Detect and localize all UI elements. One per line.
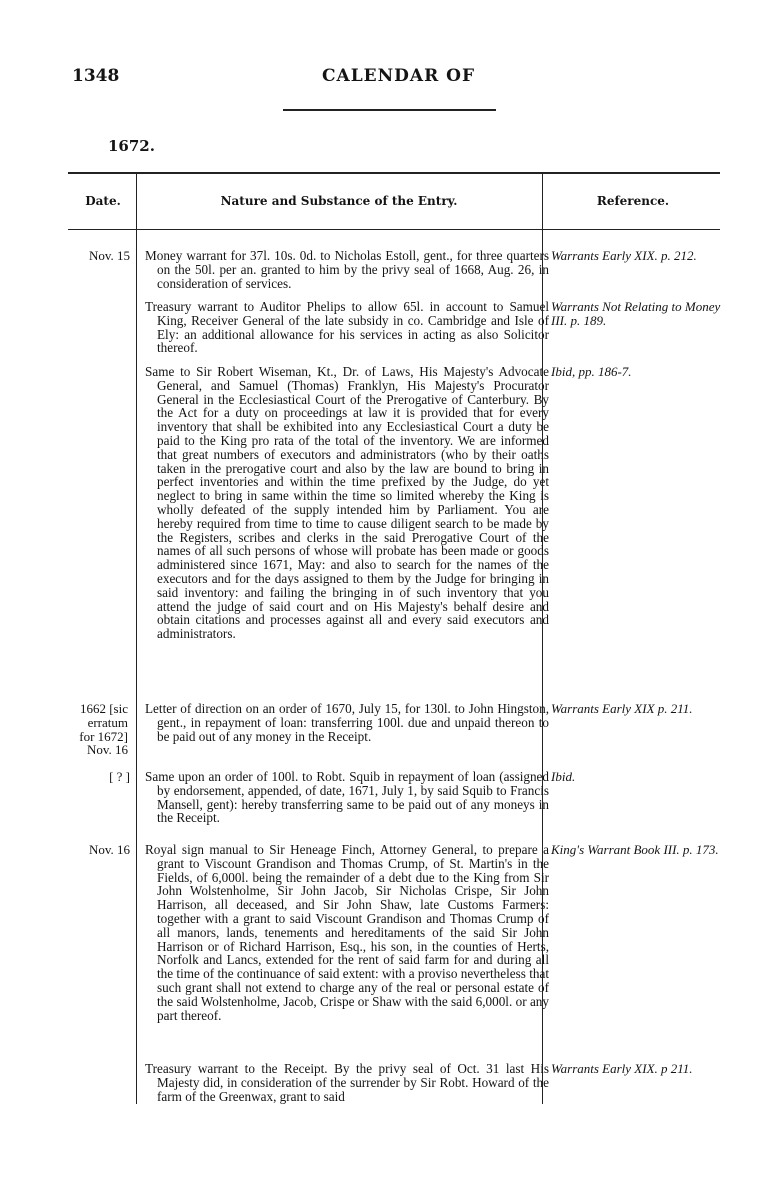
entry-4-date: 1662 [sic erratum for 1672] Nov. 16 — [79, 701, 128, 758]
entry-6-date: Nov. 16 — [88, 842, 130, 857]
entry-3-reference — [551, 365, 723, 379]
year-heading: 1672. — [108, 137, 155, 155]
entry-6-text: Royal sign manual to Sir Heneage Finch, Attorney General, to prepare a grant to Viscount Grandison and Thomas Crump, of St. Martin's in the Fields, of 6,000l. being the remainder of a debt due to the King from Sir John Wolstenholme, Sir John Jacob, Sir Nicholas Crispe, Sir John Harrison, all deceased, and Sir John Shaw, late Customs Farmers: together with a grant to said Viscount Grandison and Thomas Crump of all manors, lands, tenements and hereditaments of the said Sir John Harrison or of Richard Harrison, Esq., his son, in the counties of Herts, Norfolk and Lancs, extended for the rent of said farm for and during all the time of the continuance of said extent: with a proviso nevertheless that such grant shall not extend to charge any of the real or personal estate of the said Wolstenholme, Jacob, Crispe or Shaw with the said 6,000l. or any part thereof. — [145, 842, 549, 1023]
entry-4-reference-text: Warrants Early XIX p. 211. — [551, 701, 693, 716]
entry-5-date: [ ? ] — [109, 769, 130, 784]
entry-1-reference-text: Warrants Early XIX. p. 212. — [551, 248, 697, 263]
entry-5-text: Same upon an order of 100l. to Robt. Squib in repayment of loan (assigned by endorsement, appended, of date, 1671, July 1, by said Squib to Francis Mansell, gent): hereby transferring same to be paid out of any moneys in the Receipt. — [145, 769, 549, 826]
entry-4-text: Letter of direction on an order of 1670, July 15, for 130l. to John Hingston, gent., in repayment of loan: transferring 100l. due and unpaid thereon to be paid out of any money in the Receipt. — [145, 701, 549, 744]
header-rule — [283, 109, 496, 111]
entry-6-reference-text: King's Warrant Book III. p. 173. — [551, 842, 719, 857]
entry-3-text: Same to Sir Robert Wiseman, Kt., Dr. of Laws, His Majesty's Advocate General, and Samuel (Thomas) Franklyn, His Majesty's Procurator General in the Ecclesiastical Court of the Prerogative of Canterbury. By the Act for a duty on proceedings at law it is provided that for every inventory that shall be exhibited into any Ecclesiastical Court a duty be paid to the King pro rata of the total of the inventory. We are informed that great numbers of executors and administrators (who by their oaths taken in the prerogative court and also by the law are bound to bring in perfect inventories and within the time prefixed by the Judge, do yet neglect to bring in same within the time so limited whereby the King is wholly defeated of the supply intended him by Parliament. You are hereby required from time to time to cause diligent search to be made by the Registers, scribes and clerks in the said Prerogative Court of the names of all such persons of whose will probate has been made or goods administered since 1671, May: and also to search for the names of the executors and for the days assigned to them by the Judge for bringing in said inventory: and failing the bringing in of such inventory that you attend the judge of said court and on His Majesty's behalf desire and obtain citations and processes against all and every said executors and administrators. — [145, 364, 549, 642]
column-divider-left — [136, 174, 137, 1104]
table-header-rule — [68, 229, 720, 230]
entry-4-reference — [551, 702, 723, 716]
column-header-nature: Nature and Substance of the Entry. — [220, 194, 458, 208]
entry-5-reference-text: Ibid. — [551, 769, 576, 784]
entry-2-text: Treasury warrant to Auditor Phelips to allow 65l. in account to Samuel King, Receiver General of the late subsidy in co. Cambridge and Isle of Ely: an additional allowance for his services in acting as also Solicitor thereof. — [145, 299, 549, 356]
entry-7-reference — [551, 1062, 723, 1076]
entry-5-reference — [551, 770, 723, 784]
entry-1-date: Nov. 15 — [88, 248, 130, 263]
entry-1-reference — [551, 249, 723, 263]
entry-3-reference-text: Ibid, pp. 186-7. — [551, 364, 632, 379]
entry-7-text: Treasury warrant to the Receipt. By the privy seal of Oct. 31 last His Majesty did, in consideration of the surrender by Sir Robt. Howard of the farm of the Greenwax, grant to said — [145, 1061, 549, 1104]
running-title: CALENDAR OF — [322, 66, 476, 86]
column-header-reference: Reference. — [596, 194, 670, 208]
entry-6-reference — [551, 843, 723, 857]
entry-1-text: Money warrant for 37l. 10s. 0d. to Nicholas Estoll, gent., for three quarters on the 50l. per an. granted to him by the privy seal of 1668, Aug. 26, in consideration of services. — [145, 248, 549, 291]
table-top-rule — [68, 172, 720, 174]
entry-2-reference — [551, 300, 723, 328]
column-header-date: Date. — [85, 194, 121, 208]
entry-7-reference-text: Warrants Early XIX. p 211. — [551, 1061, 693, 1076]
page-number: 1348 — [72, 66, 120, 86]
entry-2-reference-text: Warrants Not Relating to Money III. p. 189. — [551, 299, 721, 328]
